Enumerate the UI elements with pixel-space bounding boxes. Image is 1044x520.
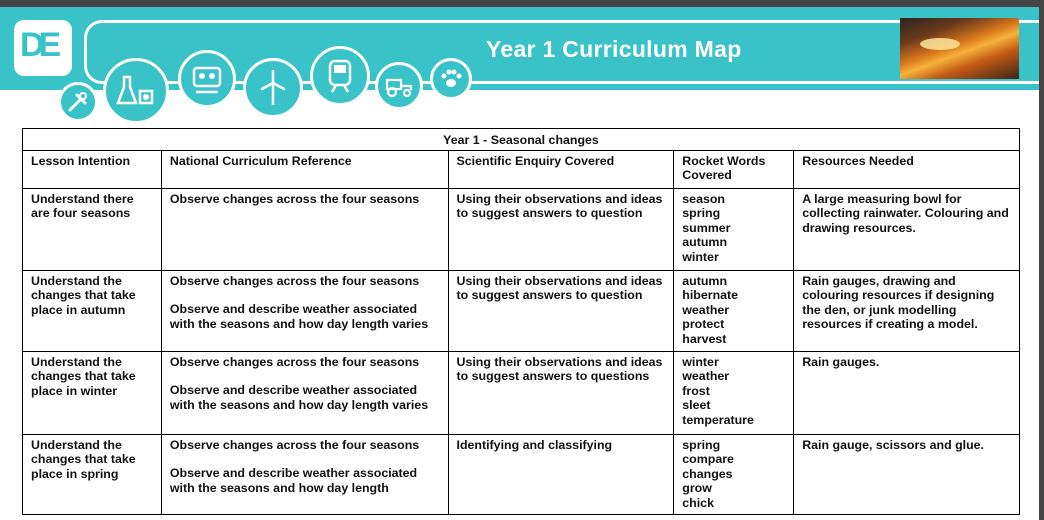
page-title: Year 1 Curriculum Map (486, 36, 742, 62)
col-header-resources: Resources Needed (794, 151, 1020, 189)
rocket-word: chick (682, 495, 714, 510)
col-header-scientific-enquiry: Scientific Enquiry Covered (448, 151, 674, 189)
logo-text: DE (20, 26, 56, 64)
rocket-word: autumn (682, 274, 728, 288)
rocket-word: weather (682, 369, 730, 384)
reference-text: Observe changes across the four seasons (169, 355, 420, 369)
rocket-word: autumn (682, 235, 728, 250)
rocket-word: sleet (682, 398, 711, 413)
rocket-word: summer (682, 220, 731, 235)
reference-text: Observe and describe weather associated with the seasons and how day length varies (169, 383, 429, 412)
scientific-enquiry: Using their observations and ideas to suggest answers to questions (448, 352, 674, 435)
rocket-words (674, 189, 794, 271)
rocket-word: winter (682, 355, 719, 369)
rocket-words (674, 271, 794, 352)
reference-text: Observe changes across the four seasons (169, 438, 420, 452)
rocket-word: changes (682, 466, 733, 481)
col-header-rocket-words: Rocket Words Covered (674, 151, 794, 189)
reference-text: Observe and describe weather associated with the seasons and how day length varies (169, 302, 429, 331)
curriculum-reference (161, 189, 448, 271)
paw-icon (430, 58, 472, 100)
rocket-word: hibernate (682, 288, 739, 303)
window-right-edge (1039, 0, 1044, 520)
table-row (23, 435, 1020, 515)
resources-needed: A large measuring bowl for collecting rainwater. Colouring and drawing resources. (794, 189, 1020, 271)
tools-icon (58, 82, 98, 122)
lesson-intention: Understand there are four seasons (23, 189, 162, 271)
col-header-curriculum-reference: National Curriculum Reference (161, 151, 448, 189)
wind-turbine-icon (243, 58, 303, 118)
scientific-enquiry: Identifying and classifying (448, 435, 674, 515)
tractor-icon (375, 62, 423, 110)
lesson-intention: Understand the changes that take place in spring (23, 435, 162, 515)
rocket-word: frost (682, 383, 710, 398)
resources-needed: Rain gauge, scissors and glue. (794, 435, 1020, 515)
curriculum-reference (161, 352, 448, 435)
reference-text: Observe changes across the four seasons (169, 274, 420, 288)
table-caption: Year 1 - Seasonal changes (23, 129, 1020, 151)
rocket-word: weather (682, 302, 730, 317)
curriculum-reference (161, 435, 448, 515)
rocket-words (674, 352, 794, 435)
rocket-word: harvest (682, 331, 727, 346)
de-logo (14, 20, 72, 76)
col-header-lesson-intention: Lesson Intention (23, 151, 162, 189)
sunset-image (900, 18, 1019, 79)
window-top-edge (0, 0, 1044, 7)
rocket-word: protect (682, 317, 725, 332)
resources-needed: Rain gauges. (794, 352, 1020, 435)
sun-glow (920, 38, 960, 50)
rocket-word: grow (682, 481, 712, 496)
curriculum-reference (161, 271, 448, 352)
team-icon (178, 50, 236, 108)
flask-factory-icon (103, 58, 169, 124)
resources-needed: Rain gauges, drawing and colouring resources if designing the den, or junk modelling resources if creating a model. (794, 271, 1020, 352)
curriculum-table (22, 128, 1020, 515)
table-header-row (23, 151, 1020, 189)
rocket-word: spring (682, 206, 721, 221)
reference-text: Observe and describe weather associated with the seasons and how day length (169, 466, 418, 495)
rocket-word: temperature (682, 412, 754, 427)
rocket-word: spring (682, 438, 721, 452)
reference-text: Observe changes across the four seasons (169, 192, 420, 206)
scientific-enquiry: Using their observations and ideas to suggest answers to question (448, 271, 674, 352)
train-icon (310, 46, 370, 106)
table-row (23, 189, 1020, 271)
lesson-intention: Understand the changes that take place in autumn (23, 271, 162, 352)
rocket-word: winter (682, 249, 719, 264)
lesson-intention: Understand the changes that take place in winter (23, 352, 162, 435)
table-row (23, 271, 1020, 352)
scientific-enquiry: Using their observations and ideas to suggest answers to question (448, 189, 674, 271)
rocket-word: compare (682, 452, 734, 467)
rocket-words (674, 435, 794, 515)
table-row (23, 352, 1020, 435)
rocket-word: season (682, 192, 725, 206)
